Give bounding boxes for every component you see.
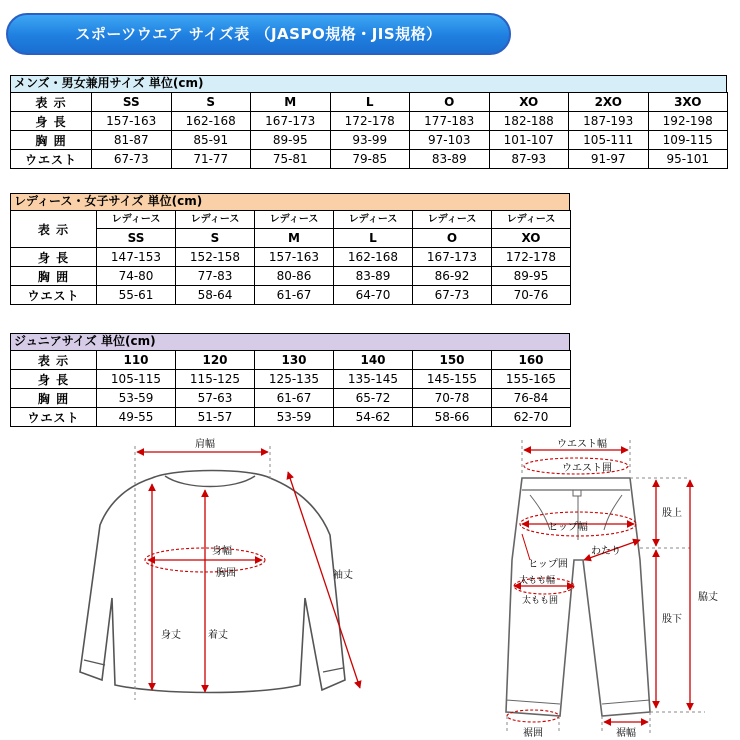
junior-row-label-display: 表 示 [11,351,97,370]
table-cell: 157-163 [92,112,172,131]
table-cell: 91-97 [569,150,649,169]
ladies-size-cell: S [176,229,255,248]
mens-chest-row [11,131,728,150]
table-cell: 53-59 [255,408,334,427]
table-cell: 145-155 [413,370,492,389]
rise-label: わたり [591,546,621,557]
table-cell: 97-103 [410,131,490,150]
table-cell: 65-72 [334,389,413,408]
junior-size-header-row [11,351,571,370]
table-cell: 80-86 [255,267,334,286]
shirt-outline [80,471,345,693]
mens-size-cell: M [251,93,331,112]
junior-size-cell: 140 [334,351,413,370]
mens-row-label-display: 表 示 [11,93,92,112]
row-label: 身 長 [11,370,97,389]
table-cell: 157-163 [255,248,334,267]
row-label: 身 長 [11,112,92,131]
hip-width-label: ヒップ幅 [548,522,588,533]
table-cell: 61-67 [255,389,334,408]
mens-waist-row [11,150,728,169]
table-cell: 85-91 [171,131,251,150]
table-cell: 89-95 [251,131,331,150]
body-length-label: 身丈 [161,630,181,641]
table-cell: 83-89 [334,267,413,286]
garment-length-label: 着丈 [208,630,228,641]
table-cell: 115-125 [176,370,255,389]
junior-size-cell: 130 [255,351,334,370]
row-label: ウエスト [11,150,92,169]
ladies-prefix-cell: レディース [492,211,571,229]
sleeve-label: 袖丈 [333,570,353,581]
table-cell: 76-84 [492,389,571,408]
table-cell: 162-168 [171,112,251,131]
table-cell: 177-183 [410,112,490,131]
row-label: 胸 囲 [11,131,92,150]
row-label: 身 長 [11,248,97,267]
ladies-size-section [10,193,571,305]
table-cell: 70-78 [413,389,492,408]
table-cell: 105-111 [569,131,649,150]
ladies-row-label-display: 表 示 [11,211,97,248]
table-cell: 81-87 [92,131,172,150]
mens-size-cell: 3XO [648,93,728,112]
pants-hem-line-right [602,700,650,704]
pants-button [573,490,581,496]
table-cell: 58-64 [176,286,255,305]
waist-width-label: ウエスト幅 [557,439,607,450]
mens-size-section [10,75,728,169]
waist-girth-label: ウエスト囲 [562,463,612,474]
mens-size-cell: O [410,93,490,112]
mens-size-cell: SS [92,93,172,112]
mens-section-title: メンズ・男女兼用サイズ 単位(cm) [10,75,727,92]
ladies-size-cell: L [334,229,413,248]
table-cell: 74-80 [97,267,176,286]
table-cell: 64-70 [334,286,413,305]
ladies-chest-row [11,267,571,286]
hem-girth-label: 裾囲 [523,728,543,739]
table-cell: 67-73 [413,286,492,305]
ladies-prefix-cell: レディース [334,211,413,229]
pants-diagram [506,437,718,739]
table-cell: 167-173 [413,248,492,267]
ladies-prefix-row [11,211,571,229]
inseam-label: 股下 [662,614,682,625]
junior-size-cell: 110 [97,351,176,370]
table-cell: 105-115 [97,370,176,389]
table-cell: 77-83 [176,267,255,286]
mens-size-table [10,92,728,169]
table-cell: 55-61 [97,286,176,305]
junior-size-cell: 160 [492,351,571,370]
table-cell: 51-57 [176,408,255,427]
thigh-width-label: 太もも幅 [518,576,556,586]
table-cell: 192-198 [648,112,728,131]
table-cell: 70-76 [492,286,571,305]
ladies-size-table [10,210,571,305]
table-cell: 135-145 [334,370,413,389]
junior-size-cell: 150 [413,351,492,370]
table-cell: 75-81 [251,150,331,169]
junior-size-table [10,350,571,427]
table-cell: 152-158 [176,248,255,267]
table-cell: 67-73 [92,150,172,169]
row-label: 胸 囲 [11,389,97,408]
table-cell: 125-135 [255,370,334,389]
ladies-size-cell: O [413,229,492,248]
hip-girth-label: ヒップ囲 [528,559,568,570]
table-cell: 53-59 [97,389,176,408]
table-cell: 89-95 [492,267,571,286]
mens-size-header-row [11,93,728,112]
table-cell: 155-165 [492,370,571,389]
table-cell: 86-92 [413,267,492,286]
mens-size-cell: L [330,93,410,112]
table-cell: 49-55 [97,408,176,427]
ladies-prefix-cell: レディース [97,211,176,229]
table-cell: 182-188 [489,112,569,131]
mens-height-row [11,112,728,131]
ladies-section-title: レディース・女子サイズ 単位(cm) [10,193,570,210]
table-cell: 62-70 [492,408,571,427]
table-cell: 61-67 [255,286,334,305]
table-cell: 93-99 [330,131,410,150]
junior-waist-row [11,408,571,427]
junior-chest-row [11,389,571,408]
chest-label: 胸囲 [216,568,236,579]
shirt-cuff-line [84,660,343,672]
table-cell: 147-153 [97,248,176,267]
table-cell: 87-93 [489,150,569,169]
table-cell: 162-168 [334,248,413,267]
row-label: ウエスト [11,286,97,305]
ladies-prefix-cell: レディース [255,211,334,229]
junior-section-title: ジュニアサイズ 単位(cm) [10,333,570,350]
measurement-diagrams [0,430,740,740]
pants-hem-line [506,700,560,704]
junior-size-section [10,333,571,427]
junior-height-row [11,370,571,389]
mens-size-cell: 2XO [569,93,649,112]
table-cell: 71-77 [171,150,251,169]
row-label: 胸 囲 [11,267,97,286]
table-cell: 187-193 [569,112,649,131]
shoulder-label: 肩幅 [195,439,215,450]
table-cell: 83-89 [410,150,490,169]
hip-girth-pointer [522,534,530,560]
body-width-label: 身幅 [212,546,232,557]
ladies-waist-row [11,286,571,305]
shirt-diagram [80,437,360,700]
outseam-label: 脇丈 [698,592,718,603]
row-label: ウエスト [11,408,97,427]
thigh-girth-label: 太もも囲 [521,596,559,606]
junior-size-cell: 120 [176,351,255,370]
table-cell: 172-178 [330,112,410,131]
mens-size-cell: S [171,93,251,112]
mens-size-cell: XO [489,93,569,112]
table-cell: 109-115 [648,131,728,150]
table-cell: 79-85 [330,150,410,169]
ladies-height-row [11,248,571,267]
ladies-prefix-cell: レディース [176,211,255,229]
table-cell: 57-63 [176,389,255,408]
ladies-size-cell: M [255,229,334,248]
table-cell: 172-178 [492,248,571,267]
ladies-size-cell: XO [492,229,571,248]
table-cell: 54-62 [334,408,413,427]
front-rise-label: 股上 [662,508,682,519]
ladies-prefix-cell: レディース [413,211,492,229]
hem-width-label: 裾幅 [616,728,636,739]
table-cell: 58-66 [413,408,492,427]
title-banner: スポーツウエア サイズ表 （JASPO規格・JIS規格） [6,13,511,55]
table-cell: 101-107 [489,131,569,150]
shirt-collar [165,476,255,487]
table-cell: 167-173 [251,112,331,131]
ladies-size-cell: SS [97,229,176,248]
table-cell: 95-101 [648,150,728,169]
